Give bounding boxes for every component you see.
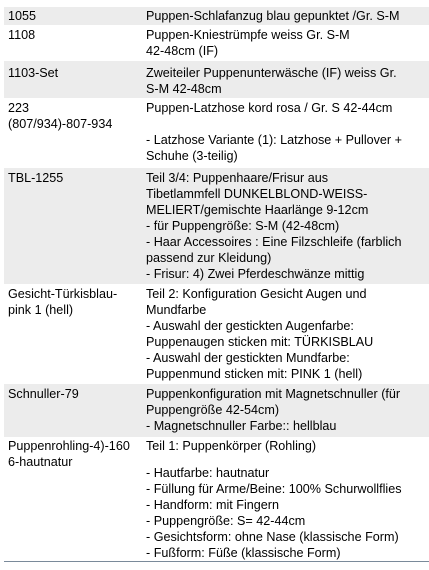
item-description: Puppen-Kniestrümpfe weiss Gr. S-M [146,28,350,42]
item-description: Teil 3/4: Puppenhaare/Frisur aus [146,171,329,185]
item-description: 42-48cm (IF) [146,44,219,58]
item-description: Schuhe (3-teilig) [146,149,238,163]
item-description: - Fußform: Füße (klassische Form) [146,546,341,560]
item-description: passend zur Kleidung) [146,251,272,265]
item-description: - Hautfarbe: hautnatur [146,466,270,480]
item-description: Puppenmund sticken mit: PINK 1 (hell) [146,367,363,381]
table-row [4,61,429,98]
table-row [4,7,429,25]
item-description: Tibetlammfell DUNKELBLOND-WEISS- [146,187,368,201]
item-code: 223 [8,101,30,115]
item-description: Puppen-Schlafanzug blau gepunktet /Gr. S-M [146,9,400,23]
item-description: Zweiteiler Puppenunterwäsche (IF) weiss Gr. [146,66,397,80]
table-row [4,98,429,168]
table-row [4,168,429,284]
item-code: 1103-Set [8,66,59,80]
item-description: - Haar Accessoires : Eine Filzschleife (farblich [146,235,402,249]
item-code: Schnuller-79 [8,387,79,401]
item-description: - Frisur: 4) Zwei Pferdeschwänze mittig [146,267,365,281]
item-description: - Auswahl der gestickten Mundfarbe: [146,351,350,365]
item-description: - Auswahl der gestickten Augenfarbe: [146,319,354,333]
item-code: 1108 [8,28,36,42]
item-code: TBL-1255 [8,171,64,185]
item-description: Puppen-Latzhose kord rosa / Gr. S 42-44cm [146,101,393,115]
table-row [4,384,429,437]
table-bottom-border [4,561,429,562]
item-description: - Handform: mit Fingern [146,498,279,512]
item-code: 6-hautnatur [8,455,73,469]
table-row [4,25,429,61]
item-description: Puppenaugen sticken mit: TÜRKISBLAU [146,335,374,349]
item-description: Puppengröße 42-54cm) [146,403,280,417]
item-description: - Füllung für Arme/Beine: 100% Schurwollflies [146,482,402,496]
item-description: Mundfarbe [146,303,207,317]
item-description: - Gesichtsform: ohne Nase (klassische Form) [146,530,399,544]
table-row [4,437,429,561]
item-code: (807/934)-807-934 [8,117,113,131]
item-code: 1055 [8,9,37,23]
item-description: Puppenkonfiguration mit Magnetschnuller (für [146,387,401,401]
item-description: Teil 2: Konfiguration Gesicht Augen und [146,287,367,301]
item-code: Puppenrohling-4)-160 [8,439,130,453]
item-description: Teil 1: Puppenkörper (Rohling) [146,439,317,453]
item-description: S-M 42-48cm [146,82,222,96]
item-description: MELIERT/gemischte Haarlänge 9-12cm [146,203,369,217]
item-description: - Latzhose Variante (1): Latzhose + Pullover + [146,133,402,147]
item-description: - Puppengröße: S= 42-44cm [146,514,306,528]
table-row [4,284,429,384]
item-description: - für Puppengröße: S-M (42-48cm) [146,219,340,233]
item-code: Gesicht-Türkisblau- [8,287,118,301]
item-description: - Magnetschnuller Farbe:: hellblau [146,419,337,433]
item-code: pink 1 (hell) [8,303,74,317]
order-items-table [4,7,429,563]
